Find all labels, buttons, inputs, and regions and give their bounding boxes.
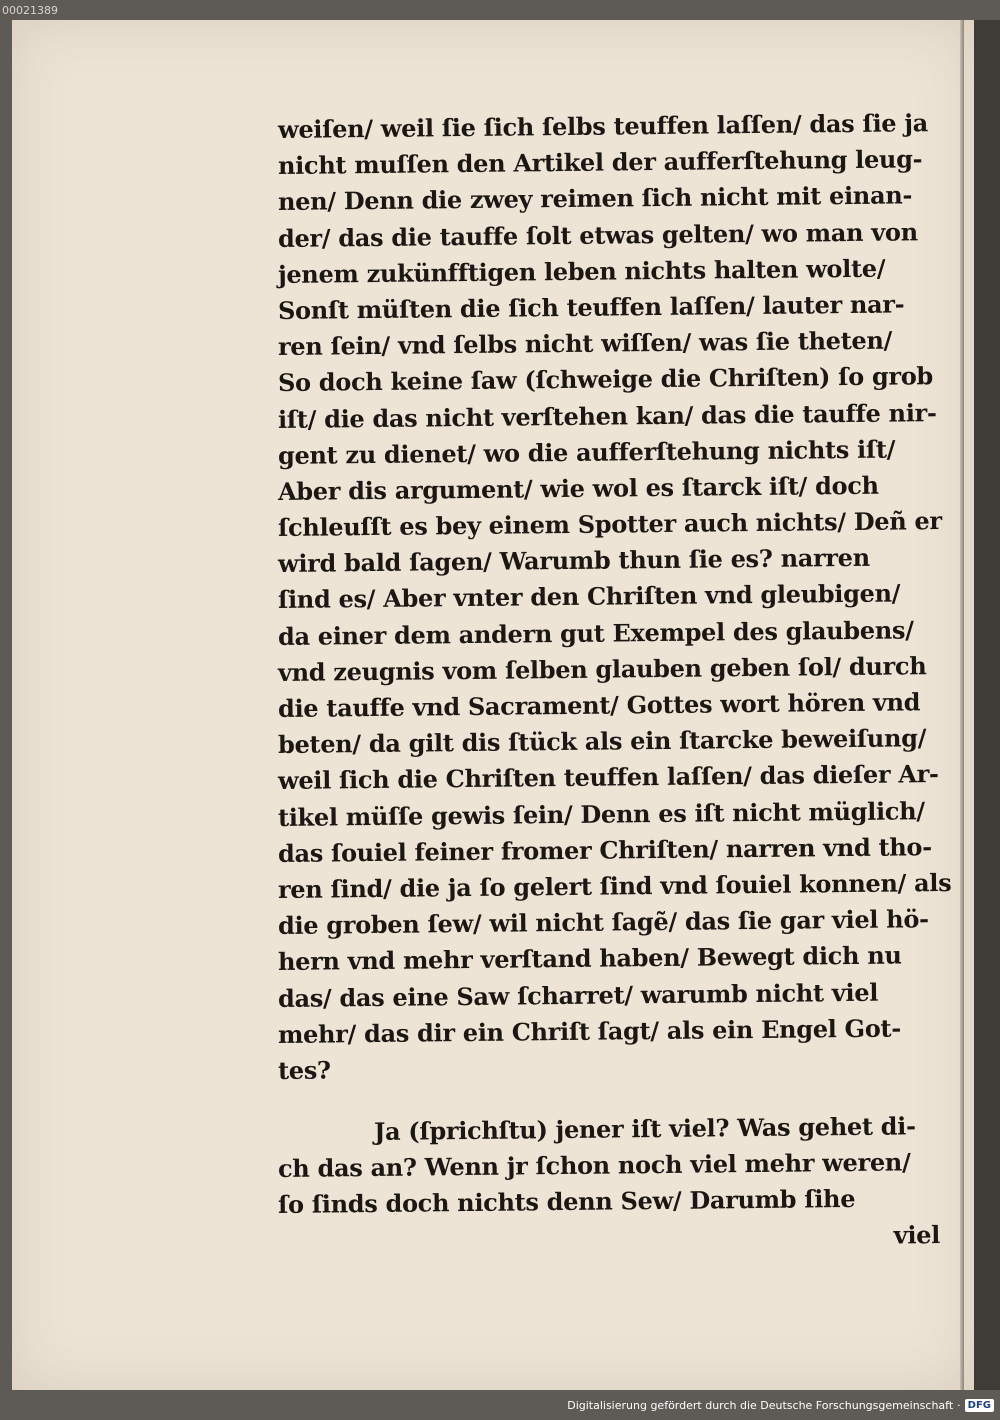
text-line: ſo ſinds doch nichts denn Sew/ Darumb ſihe	[277, 1184, 856, 1220]
text-line: Ja (ſprichſtu) jener iſt viel? Was gehet di-	[373, 1111, 916, 1147]
text-line: das ſouiel feiner fromer Chriſten/ narren vnd tho-	[277, 831, 932, 868]
text-line: gent zu dienet/ wo die aufferſtehung nichts iſt/	[277, 434, 896, 470]
catchword: viel	[893, 1219, 941, 1250]
text-line: beten/ da gilt dis ſtück als ein ſtarcke beweiſung/	[277, 723, 927, 760]
text-line: weiſen/ weil ſie ſich ſelbs teuffen laſſen/ das ſie ja	[277, 108, 929, 144]
text-line: nicht muſſen den Artikel der aufferſtehung leug-	[277, 144, 923, 181]
text-line: vnd zeugnis vom ſelben glauben geben ſol/ durch	[277, 651, 927, 687]
text-line: Sonſt müſten die ſich teuffen laſſen/ lauter nar-	[277, 289, 905, 325]
text-line: ſind es/ Aber vnter den Chriſten vnd gleubigen/	[277, 578, 901, 615]
text-line: tikel müſſe gewis ſein/ Denn es iſt nicht müglich/	[277, 795, 925, 832]
text-line: wird bald ſagen/ Warumb thun ſie es? narren	[277, 543, 870, 579]
text-line: ren ſind/ die ja ſo gelert ſind vnd ſouiel konnen/ als	[277, 867, 952, 904]
dfg-logo-icon: DFG	[965, 1399, 994, 1412]
page-binding-edge	[960, 20, 964, 1390]
text-line: da einer dem andern gut Exempel des glaubens/	[277, 614, 914, 651]
text-line: hern vnd mehr verſtand haben/ Bewegt dich nu	[277, 940, 902, 977]
digitization-credit	[567, 1399, 994, 1412]
text-line: das/ das eine Saw ſcharret/ warumb nicht viel	[277, 977, 879, 1013]
text-line: tes?	[277, 1055, 331, 1085]
text-line: iſt/ die das nicht verſtehen kan/ das die tauffe nir-	[277, 397, 937, 434]
scan-border	[974, 20, 1000, 1390]
page-text	[277, 108, 952, 1260]
text-line: der/ das die tauffe ſolt etwas gelten/ wo man von	[277, 216, 918, 253]
text-line: jenem zukünfftigen leben nichts halten wolte/	[277, 253, 886, 289]
text-line: die tauffe vnd Sacrament/ Gottes wort hören vnd	[277, 687, 921, 723]
separator-dot: ·	[957, 1399, 961, 1412]
text-line: mehr/ das dir ein Chriſt ſagt/ als ein Engel Got-	[277, 1013, 902, 1049]
scan-id-label: 00021389	[2, 4, 58, 17]
text-line: ſchleuſſt es bey einem Spotter auch nichts/ Deñ er	[277, 506, 942, 543]
text-line: die groben ſew/ wil nicht ſagẽ/ das ſie gar viel hö-	[277, 904, 929, 941]
text-line: ren ſein/ vnd ſelbs nicht wiſſen/ was ſie theten/	[277, 325, 893, 362]
credit-text: Digitalisierung gefördert durch die Deutsche Forschungsgemeinschaft	[567, 1399, 954, 1412]
text-line: So doch keine ſaw (ſchweige die Chriſten) ſo grob	[277, 361, 934, 398]
text-line: Aber dis argument/ wie wol es ſtarck iſt/ doch	[277, 470, 879, 506]
text-line: nen/ Denn die zwey reimen ſich nicht mit einan-	[277, 180, 913, 217]
text-line: ch das an? Wenn jr ſchon noch viel mehr weren/	[277, 1147, 911, 1184]
text-line: weil ſich die Chriſten teuffen laſſen/ das dieſer Ar-	[277, 759, 939, 796]
